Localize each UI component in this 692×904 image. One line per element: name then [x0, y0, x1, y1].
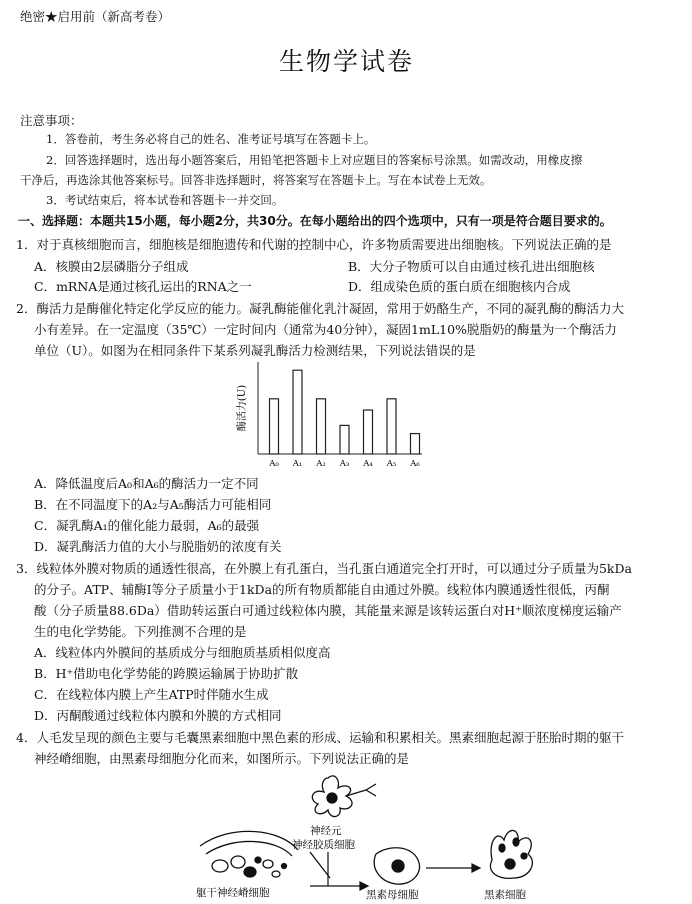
q3-option-a: A．线粒体内外膜间的基质成分与细胞质基质相似度高 [34, 645, 331, 660]
bar-4 [364, 410, 373, 454]
x-tick-label-0: A₀ [269, 459, 279, 469]
q2-option-a: A．降低温度后A₀和A₆的酶活力一定不同 [34, 476, 259, 491]
bar-2 [317, 399, 326, 454]
q2-stem-line1: 2．酶活力是酶催化特定化学反应的能力。凝乳酶能催化乳汁凝固，常用于奶酪生产，不同的凝乳酶的酶活力大 [16, 301, 624, 316]
melanoblast-cell [374, 848, 419, 884]
notice-item-2-cont: 干净后，再选涂其他答案标号。回答非选择题时，将答案写在答题卡上。写在本试卷上无效。 [20, 173, 492, 187]
q1-option-d: D．组成染色质的蛋白质在细胞核内合成 [348, 279, 571, 294]
q3-option-d: D．丙酮酸通过线粒体内膜和外膜的方式相同 [34, 708, 282, 723]
neuron-cell [312, 776, 376, 817]
neural-crest-differentiation-figure [180, 768, 560, 904]
q1-option-c: C．mRNA是通过核孔运出的RNA之一 [34, 279, 252, 294]
q4-stem-line1: 4．人毛发呈现的颜色主要与毛囊黑素细胞中黑色素的形成、运输和积累相关。黑素细胞起源于胚胎时期的躯干 [16, 730, 624, 745]
notice-heading: 注意事项： [20, 113, 83, 128]
bar-3 [340, 425, 349, 454]
q1-stem: 1．对于真核细胞而言，细胞核是细胞遗传和代谢的控制中心，许多物质需要进出细胞核。下列说法正确的是 [16, 237, 612, 252]
notice-item-3: 3．考试结束后，将本试卷和答题卡一并交回。 [46, 193, 284, 207]
q2-option-b: B．在不同温度下的A₂与A₅酶活力可能相同 [34, 497, 272, 512]
x-tick-label-5: A₅ [386, 459, 397, 469]
q1-option-b: B．大分子物质可以自由通过核孔进出细胞核 [348, 259, 595, 274]
q3-stem-line3: 酸（分子质量88.6Da）借助转运蛋白可通过线粒体内膜，其能量来源是该转运蛋白对H⁺顺浓度梯度运输产 [34, 603, 622, 618]
x-tick-label-2: A₂ [316, 459, 326, 469]
x-tick-label-6: A₆ [410, 459, 420, 469]
page-title: 生物学试卷 [279, 47, 415, 76]
x-tick-label-1: A₁ [292, 459, 303, 469]
bar-6 [411, 434, 420, 454]
neural-crest-label: 躯干神经嵴细胞 [196, 887, 270, 899]
differentiation-arrow-1 [310, 852, 368, 890]
q2-option-d: D．凝乳酶活力值的大小与脱脂奶的浓度有关 [34, 539, 282, 554]
exam-confidential-tag: 绝密★启用前（新高考卷） [20, 9, 171, 24]
glia-label: 神经胶质细胞 [292, 839, 355, 851]
y-axis-label: 酶活力(U) [237, 384, 248, 432]
q2-stem-line3: 单位（U）。如图为在相同条件下某系列凝乳酶活力检测结果，下列说法错误的是 [34, 343, 476, 358]
melanocyte-label: 黑素细胞 [484, 889, 526, 901]
melanocyte-cell [490, 830, 532, 878]
q3-option-c: C．在线粒体内膜上产生ATP时伴随水生成 [34, 687, 269, 702]
enzyme-activity-bar-chart [228, 360, 428, 472]
bar-1 [293, 370, 302, 454]
x-tick-label-3: A₃ [339, 459, 350, 469]
q1-option-a: A．核膜由2层磷脂分子组成 [34, 259, 189, 274]
q2-stem-line2: 小有差异。在一定温度（35℃）一定时间内（通常为40分钟），凝固1mL10%脱脂奶的酶量为一个酶活力 [34, 322, 617, 337]
q3-stem-line4: 生的电化学势能。下列推测不合理的是 [34, 624, 247, 639]
notice-item-1: 1．答卷前，考生务必将自己的姓名、准考证号填写在答题卡上。 [46, 132, 376, 146]
section-heading: 一、选择题：本题共15小题，每小题2分，共30分。在每小题给出的四个选项中，只有一项是符合题目要求的。 [18, 214, 612, 228]
q3-stem-line2: 的分子。ATP、辅酶Ⅰ等分子质量小于1kDa的所有物质都能自由通过外膜。线粒体内膜通透性很低，丙酮 [34, 582, 610, 597]
neuron-label: 神经元 [310, 825, 342, 837]
q2-option-c: C．凝乳酶A₁的催化能力最弱，A₆的最强 [34, 518, 260, 533]
differentiation-arrow-2 [426, 864, 480, 872]
q3-option-b: B．H⁺借助电化学势能的跨膜运输属于协助扩散 [34, 666, 299, 681]
q4-stem-line2: 神经嵴细胞，由黑素母细胞分化而来，如图所示。下列说法正确的是 [34, 751, 410, 766]
bar-5 [387, 399, 396, 454]
bar-0 [270, 399, 279, 454]
q3-stem-line1: 3．线粒体外膜对物质的通透性很高，在外膜上有孔蛋白，当孔蛋白通道完全打开时，可以通过分子质量为5kDa [16, 561, 632, 576]
melanoblast-label: 黑素母细胞 [366, 889, 419, 901]
x-tick-label-4: A₄ [363, 459, 373, 469]
notice-item-2: 2．回答选择题时，选出每小题答案后，用铅笔把答题卡上对应题目的答案标号涂黑。如需改动，用橡皮擦 [46, 153, 583, 167]
